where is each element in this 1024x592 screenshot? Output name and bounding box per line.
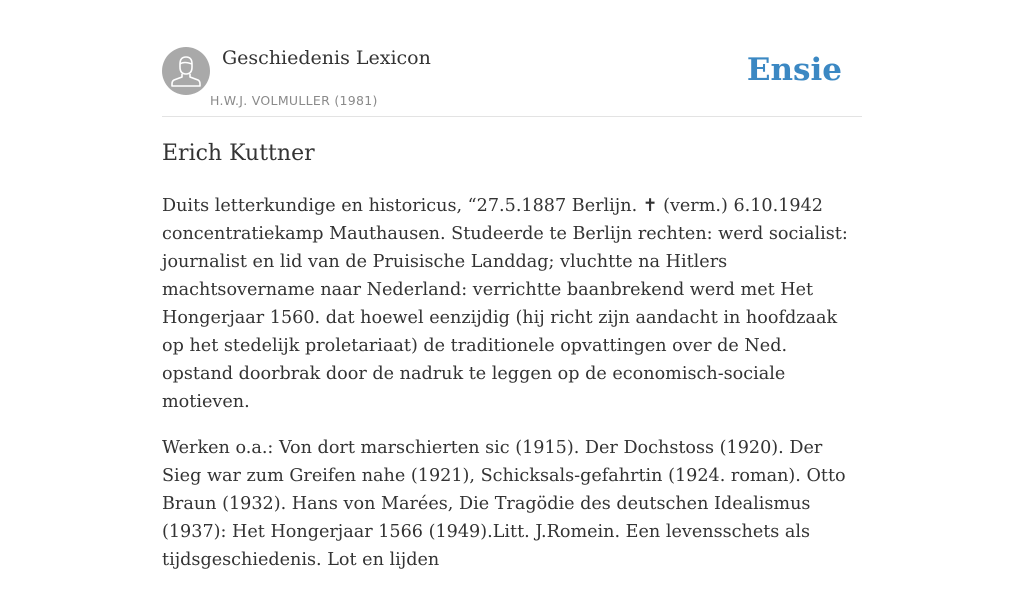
source-header (162, 46, 862, 117)
article-body (162, 192, 862, 592)
user-icon[interactable] (162, 47, 210, 95)
article-paragraph: Duits letterkundige en historicus, “27.5.1887 Berlijn. ✝ (verm.) 6.10.1942 concentratiekamp Mauthausen. Studeerde te Berlijn rechten: werd socialist: journalist en lid van de Pruisische Landdag; vluchtte na Hitlers machtsovername naar Nederland: verrichtte baanbrekend werd met Het Hongerjaar 1560. dat hoewel eenzijdig (hij richt zijn aandacht in hoofdzaak op het stedelijk proletariaat) de traditionele opvattingen over de Ned. opstand doorbrak door de nadruk te leggen op de economisch-sociale motieven. (162, 196, 848, 412)
source-author[interactable]: H.W.J. VOLMULLER (1981) (210, 93, 378, 108)
article-title: Erich Kuttner (162, 141, 315, 166)
source-title[interactable]: Geschiedenis Lexicon (222, 47, 431, 69)
article-paragraph: Werken o.a.: Von dort marschierten sic (1915). Der Dochstoss (1920). Der Sieg war zum Greifen nahe (1921), Schicksals-gefahrtin (1924. roman). Otto Braun (1932). Hans von Marées, Die Tragödie des deutschen Idealismus (1937): Het Hongerjaar 1566 (1949).Litt. J.Romein. Een levensschets als tijdsgeschiedenis. Lot en lijden (162, 438, 846, 570)
ensie-logo[interactable]: Ensie (746, 52, 842, 88)
